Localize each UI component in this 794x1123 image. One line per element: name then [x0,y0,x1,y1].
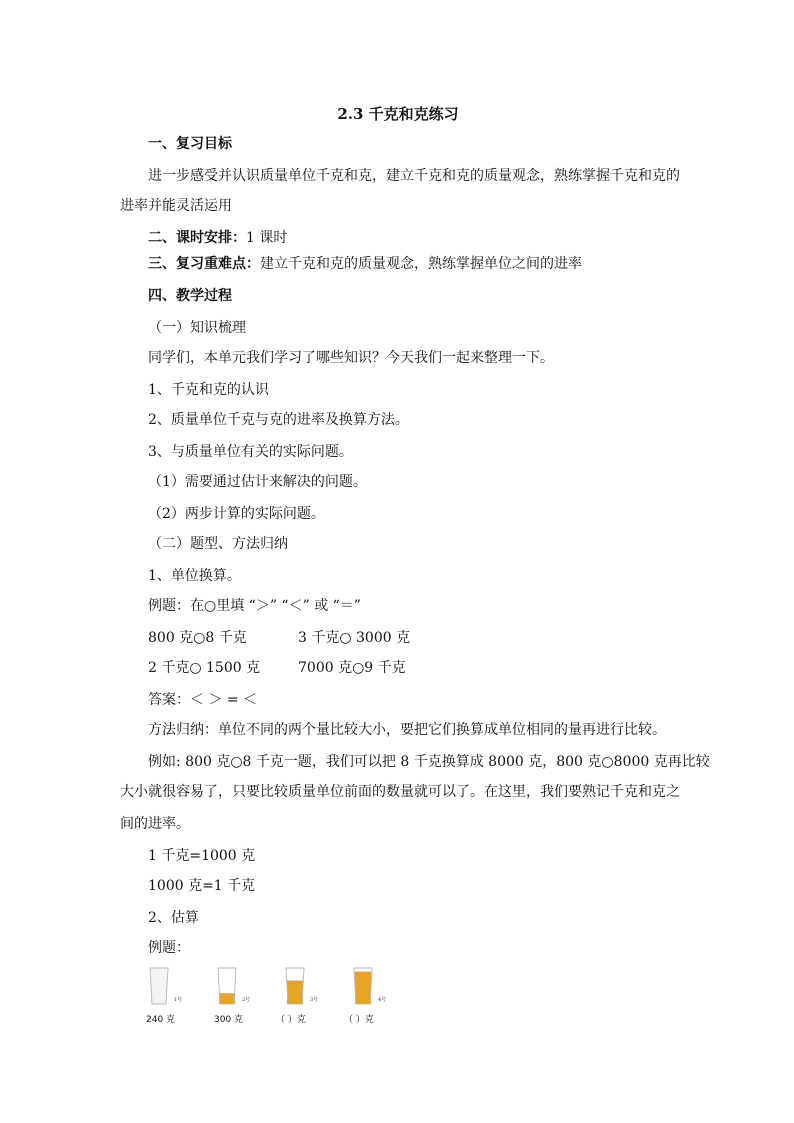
cup-2 [214,966,256,1025]
cup-number: 3号 [310,997,319,1003]
list-item-2: 2、质量单位千克与克的进率及换算方法。 [148,412,409,428]
section-heading-goals: 一、复习目标 [148,136,232,152]
example-item-d: 7000 克○9 千克 [298,660,406,676]
cup-1 [146,966,188,1025]
document-title: 2.3 千克和克练习 [337,105,459,123]
example-item-c: 2 千克○ 1500 克 [148,660,261,676]
cup-number: 4号 [378,997,387,1003]
example-explanation-line3: 间的进率。 [120,816,190,832]
estimation-heading: 2、估算 [148,910,199,926]
list-item-3b: （2）两步计算的实际问题。 [148,506,325,522]
list-item-3a: （1）需要通过估计来解决的问题。 [148,474,367,490]
cup-weight-label: 300 克 [214,1015,244,1025]
method-summary: 方法归纳：单位不同的两个量比较大小，要把它们换算成单位相同的量再进行比较。 [148,722,666,738]
glass-icon [352,966,374,1006]
glass-icon [148,966,170,1006]
rate-line-2: 1000 克=1 千克 [148,878,256,894]
example-explanation-line1: 例如: 800 克○8 千克一题，我们可以把 8 千克换算成 8000 克，800 克○8000 克再比较 [148,754,710,770]
example-explanation-line2: 大小就很容易了，只要比较质量单位前面的数量就可以了。在这里，我们要熟记千克和克之 [120,784,680,800]
cup-4 [344,966,392,1025]
goals-text-line1: 进一步感受并认识质量单位千克和克，建立千克和克的质量观念，熟练掌握千克和克的 [148,168,680,184]
cup-weight-label: （ ）克 [276,1015,306,1025]
section-heading-process: 四、教学过程 [148,288,232,304]
keypoints-label: 三、复习重难点： [148,256,260,272]
knowledge-heading: （一）知识梳理 [148,320,246,336]
list-item-1: 1、千克和克的认识 [148,382,269,398]
answer-line: 答案：＜ ＞ = ＜ [148,692,258,708]
schedule-line [148,228,287,248]
cups-figure [148,966,408,1026]
intro-text: 同学们，本单元我们学习了哪些知识？今天我们一起来整理一下。 [148,350,554,366]
schedule-label: 二、课时安排： [148,230,246,246]
example-row-2 [148,658,548,678]
example-item-a: 800 克○8 千克 [148,630,247,646]
cup-3 [276,966,324,1025]
cup-number: 1号 [174,997,183,1003]
unit-conversion-heading: 1、单位换算。 [148,568,241,584]
types-heading: （二）题型、方法归纳 [148,536,288,552]
cup-weight-label: 240 克 [146,1015,176,1025]
keypoints-line [148,254,582,274]
example-row-1 [148,628,548,648]
keypoints-value: 建立千克和克的质量观念，熟练掌握单位之间的进率 [260,256,582,272]
example-item-b: 3 千克○ 3000 克 [298,630,411,646]
estimation-example-label: 例题： [148,940,190,956]
goals-text-line2: 进率并能灵活运用 [120,198,232,214]
glass-icon [284,966,306,1006]
list-item-3: 3、与质量单位有关的实际问题。 [148,444,353,460]
rate-line-1: 1 千克=1000 克 [148,848,256,864]
glass-icon [216,966,238,1006]
schedule-value: 1 课时 [246,230,288,246]
cup-weight-label: （ ）克 [344,1015,374,1025]
cup-number: 2号 [242,997,251,1003]
example-prompt: 例题：在○里填 “＞” “＜” 或 “＝” [148,598,361,614]
